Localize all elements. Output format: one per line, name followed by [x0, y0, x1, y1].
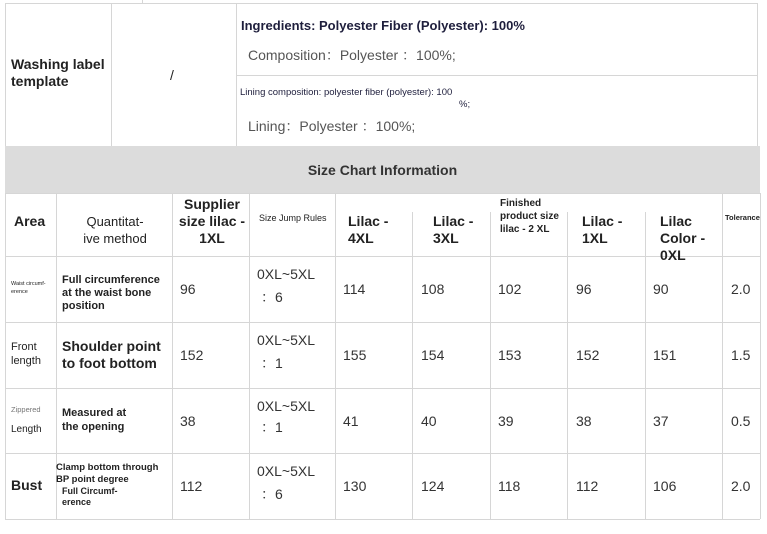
- table-row-front-method: Shoulder point to foot bottom: [62, 338, 161, 371]
- table-row-waist-tol: 2.0: [731, 281, 751, 297]
- header-tolerance: Tolerance: [725, 213, 760, 222]
- table-row-front-4xl: 155: [343, 347, 367, 363]
- label-slash: /: [170, 67, 174, 83]
- table-row-zip-0xl: 37: [653, 413, 669, 429]
- table-row-front-tol: 1.5: [731, 347, 751, 363]
- table-row-zip-1xl: 38: [576, 413, 592, 429]
- table-row-zip-supplier: 38: [180, 413, 196, 429]
- header-3xl: Lilac - 3XL: [433, 213, 474, 246]
- table-row-waist-2xl: 102: [498, 281, 522, 297]
- table-row-bust-2xl: 118: [498, 478, 521, 494]
- table-row-front-3xl: 154: [421, 347, 445, 363]
- table-row-zip-4xl: 41: [343, 413, 359, 429]
- table-row-waist-supplier: 96: [180, 281, 196, 297]
- table-row-bust-1xl: 112: [576, 478, 599, 494]
- table-row-zip-jump-1: 0XL~5XL: [257, 398, 315, 414]
- table-row-front-jump-1: 0XL~5XL: [257, 332, 315, 348]
- table-row-bust-jump-2: ：6: [261, 486, 283, 502]
- table-row-waist-4xl: 114: [343, 281, 366, 297]
- table-row-waist-1xl: 96: [576, 281, 592, 297]
- table-row-zip-3xl: 40: [421, 413, 437, 429]
- lining-text: Lining：Polyester ：100%;: [248, 118, 416, 134]
- size-chart-title: Size Chart Information: [307, 161, 458, 178]
- header-area: Area: [14, 213, 46, 229]
- table-row-waist-3xl: 108: [421, 281, 445, 297]
- washing-label-title: Washing label template: [11, 56, 105, 89]
- header-1xl: Lilac - 1XL: [582, 213, 623, 246]
- table-row-bust-method-2: Full Circumf- erence: [62, 486, 118, 507]
- header-2xl: Finished product size lilac - 2 XL: [500, 198, 559, 235]
- table-row-zip-2xl: 39: [498, 413, 514, 429]
- header-jump: Size Jump Rules: [259, 213, 327, 223]
- table-row-waist-jump-2: ：6: [261, 289, 283, 305]
- table-row-front-1xl: 152: [576, 347, 600, 363]
- table-row-waist-method: Full circumference at the waist bone position: [62, 274, 160, 312]
- header-supplier: Supplier size lilac - 1XL: [178, 196, 246, 246]
- size-chart-title-bar: [5, 146, 760, 193]
- table-row-bust-jump-1: 0XL~5XL: [257, 463, 315, 479]
- header-4xl: Lilac - 4XL: [348, 213, 389, 246]
- table-row-bust-tol: 2.0: [731, 478, 751, 494]
- table-row-zip-area-1: Zippered: [11, 405, 41, 414]
- table-row-zip-tol: 0.5: [731, 413, 751, 429]
- table-row-waist-0xl: 90: [653, 281, 669, 297]
- lining-heading-line2: %;: [459, 99, 471, 110]
- table-row-bust-area: Bust: [11, 477, 43, 493]
- table-row-waist-area: Waist circumf- erence: [11, 281, 46, 295]
- table-row-front-0xl: 151: [653, 347, 677, 363]
- table-row-bust-method-1: Clamp bottom through BP point degree: [56, 462, 159, 485]
- table-row-bust-0xl: 106: [653, 478, 677, 494]
- table-row-front-jump-2: ：1: [261, 355, 283, 371]
- table-row-bust-4xl: 130: [343, 478, 367, 494]
- ingredients-heading: Ingredients: Polyester Fiber (Polyester): 100%: [241, 18, 525, 33]
- table-row-waist-jump-1: 0XL~5XL: [257, 266, 315, 282]
- table-row-front-supplier: 152: [180, 347, 204, 363]
- table-row-zip-method: Measured at the opening: [62, 407, 127, 433]
- table-row-bust-supplier: 112: [180, 478, 203, 494]
- table-row-zip-area-2: Length: [11, 424, 42, 435]
- table-row-front-area: Front length: [11, 341, 41, 367]
- lining-heading-line1: Lining composition: polyester fiber (polyester): 100: [240, 87, 453, 98]
- composition-text: Composition：Polyester ：100%;: [248, 47, 456, 63]
- table-row-zip-jump-2: ：1: [261, 419, 283, 435]
- header-0xl: Lilac Color - 0XL: [660, 213, 706, 263]
- table-row-bust-3xl: 124: [421, 478, 445, 494]
- header-method: Quantitat- ive method: [83, 214, 147, 246]
- table-row-front-2xl: 153: [498, 347, 522, 363]
